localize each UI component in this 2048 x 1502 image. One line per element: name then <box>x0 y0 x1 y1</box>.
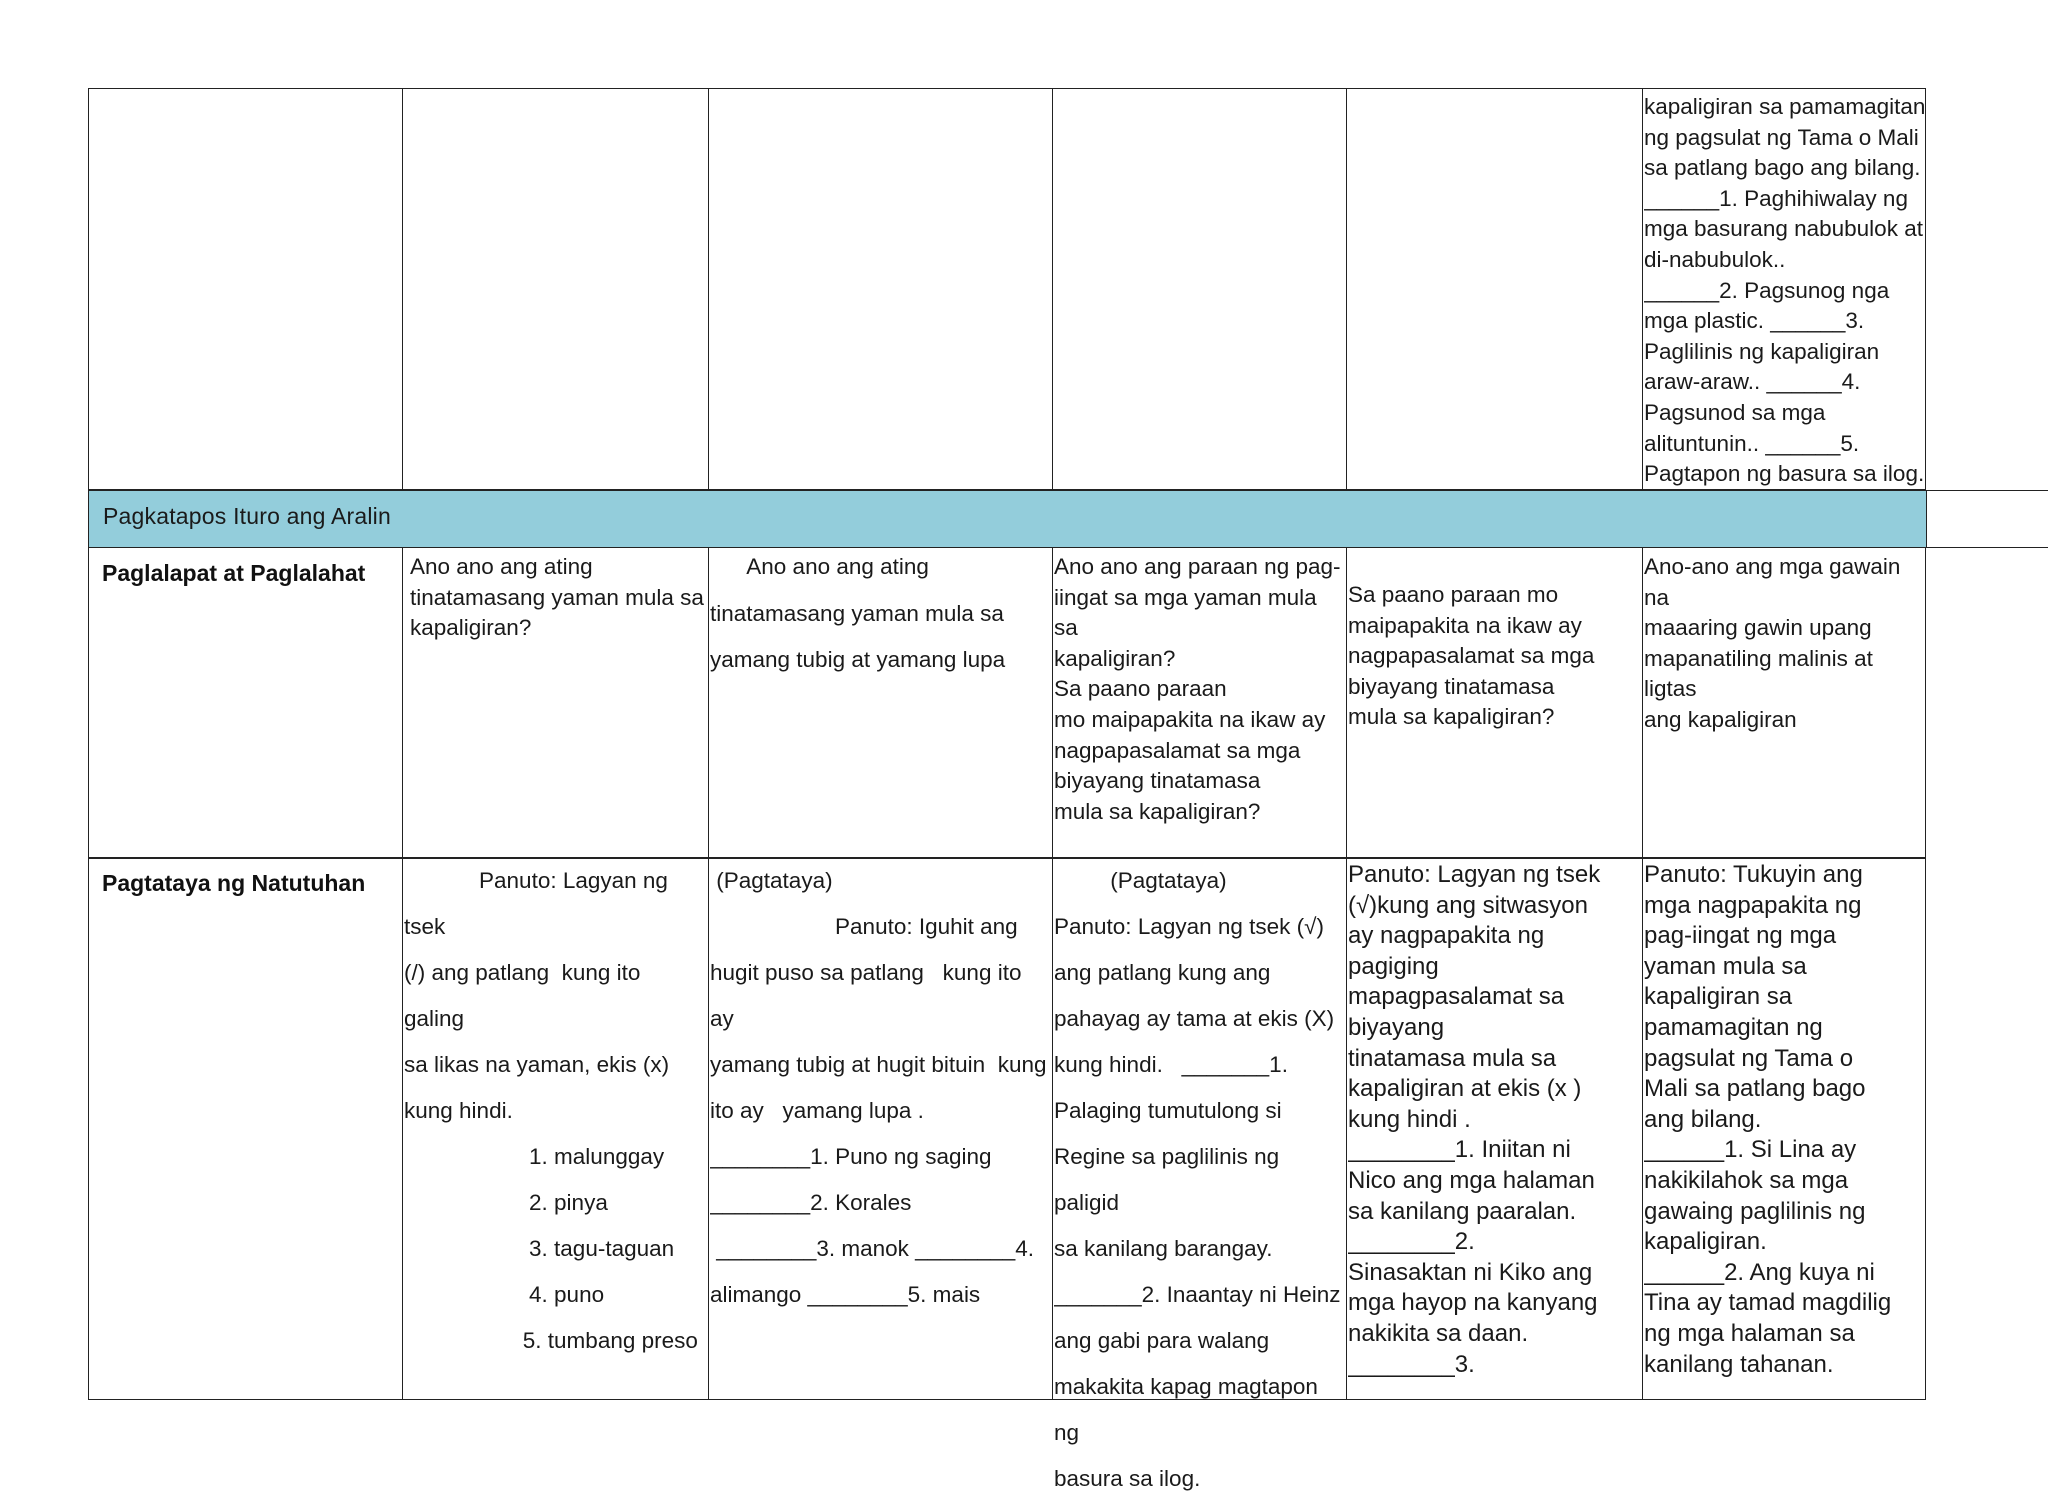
paglalapat-tuesday: tinatamasang yaman mula sa yamang tubig at yamang lupa <box>710 601 1006 672</box>
column-divider <box>402 548 403 858</box>
continuation-friday-cell: kapaligiran sa pamamagitan ng pagsulat ng Tama o Mali sa patlang bago ang bilang. ______1. Paghihiwalay ng mga basurang nabubulok at di-nabubulok.. ______2. Pagsunog nga mga plastic. ______3. Paglilinis ng kapaligiran araw-araw.. ______4. Pagsunod sa mga alituntunin.. ______5. Pagtapon ng basura sa ilog. <box>1644 94 1926 487</box>
column-divider <box>1642 858 1643 1400</box>
column-divider <box>402 858 403 1400</box>
column-divider <box>708 548 709 858</box>
paglalapat-tuesday-line1: Ano ano ang ating <box>710 554 929 579</box>
column-divider <box>1346 548 1347 858</box>
paglalapat-monday: Ano ano ang ating tinatamasang yaman mula sa kapaligiran? <box>410 554 704 641</box>
column-divider <box>1346 858 1347 1400</box>
column-divider <box>402 88 403 490</box>
pagtataya-label: Pagtataya ng Natutuhan <box>102 870 366 896</box>
section-header <box>88 490 1926 548</box>
pagtataya-thursday: Panuto: Lagyan ng tsek (√)kung ang sitwasyon ay nagpapakita ng pagiging mapagpasalamat sa biyayang tinatamasa mula sa kapaligiran at ekis (x ) kung hindi . ________1. Iniitan ni Nico ang mga halaman sa kanilang paaralan. ________2. Sinasaktan ni Kiko ang mga hayop na kanyang nakikita sa daan. ________3. <box>1348 861 1601 1378</box>
paglalapat-wednesday: Ano ano ang paraan ng pag- iingat sa mga yaman mula sa kapaligiran? Sa paano paraan mo maipapakita na ikaw ay nagpapasalamat sa mga biyayang tinatamasa mula sa kapaligiran? <box>1054 554 1341 824</box>
paglalapat-row <box>88 548 1926 858</box>
pagtataya-friday: Panuto: Tukuyin ang mga nagpapakita ng pag-iingat ng mga yaman mula sa kapaligiran sa pamamagitan ng pagsulat ng Tama o Mali sa patlang bago ang bilang. ______1. Si Lina ay nakikilahok sa mga gawaing paglilinis ng kapaligiran. ______2. Ang kuya ni Tina ay tamad magdilig ng mga halaman sa kanilang tahanan. <box>1644 861 1892 1378</box>
pagtataya-row <box>88 858 1926 1491</box>
continuation-row <box>88 88 1926 490</box>
column-divider <box>708 88 709 490</box>
pagtataya-tuesday: (Pagtataya) Panuto: Iguhit ang hugit puso sa patlang kung ito ay yamang tubig at hugit bituin kung ito ay yamang lupa . ________1. Puno ng saging ________2. Korales ________3. manok ________4. alimango ________5. mais <box>710 868 1047 1307</box>
paglalapat-friday: Ano-ano ang mga gawain na maaaring gawin upang mapanatiling malinis at ligtas ang kapaligiran <box>1644 554 1901 732</box>
column-divider <box>1642 88 1643 490</box>
column-divider <box>1052 858 1053 1400</box>
paglalapat-thursday: Sa paano paraan mo maipapakita na ikaw ay nagpapasalamat sa mga biyayang tinatamasa mula sa kapaligiran? <box>1348 582 1595 730</box>
column-divider <box>1052 548 1053 858</box>
section-header-title: Pagkatapos Ituro ang Aralin <box>103 503 391 529</box>
paglalapat-label: Paglalapat at Paglalahat <box>102 560 366 586</box>
pagtataya-monday: Panuto: Lagyan ng tsek (/) ang patlang kung ito galing sa likas na yaman, ekis (x) kung hindi. 1. malunggay 2. pinya 3. tagu-taguan 4. puno 5. tumbang preso <box>404 868 698 1353</box>
column-divider <box>1052 88 1053 490</box>
pagtataya-wednesday: (Pagtataya) Panuto: Lagyan ng tsek (√) ang patlang kung ang pahayag ay tama at ekis (X) kung hindi. _______1. Palaging tumutulong si Regine sa paglilinis ng paligid sa kanilang barangay. _______2. Inaantay ni Heinz ang gabi para walang makakita kapag magtapon ng basura sa ilog. <box>1054 868 1341 1491</box>
column-divider <box>708 858 709 1400</box>
section-header-extension <box>1926 490 2048 548</box>
column-divider <box>1642 548 1643 858</box>
column-divider <box>1346 88 1347 490</box>
